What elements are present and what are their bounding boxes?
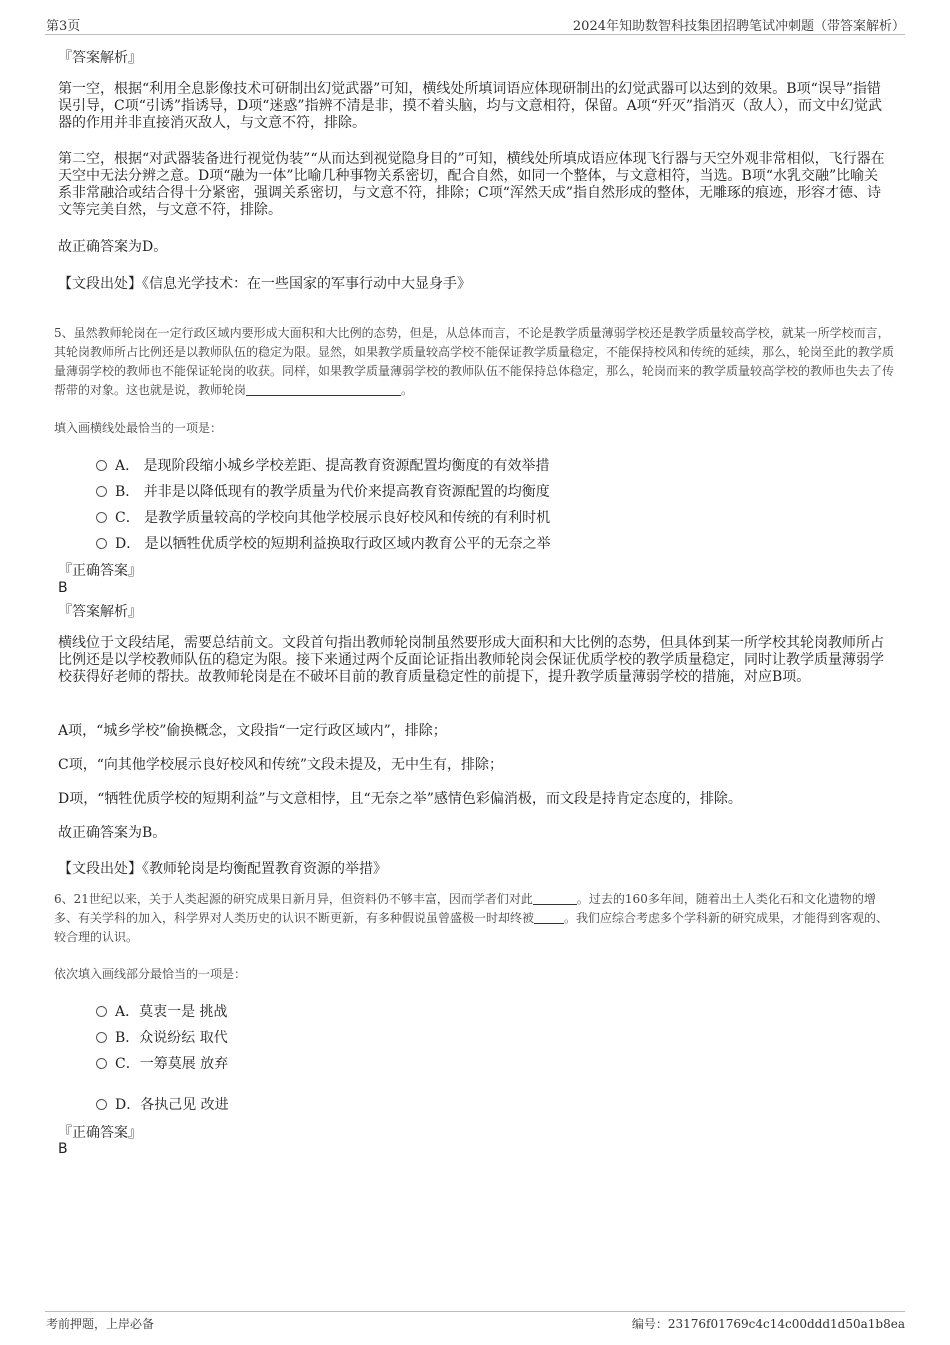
q6-blank-2	[534, 911, 564, 924]
q4-source: 【文段出处】《信息光学技术：在一些国家的军事行动中大显身手》	[58, 276, 471, 292]
footer-slogan: 考前押题，上岸必备	[46, 1317, 155, 1331]
q5-option-c[interactable]: C． 是教学质量较高的学校向其他学校展示良好校风和传统的有利时机	[96, 507, 550, 527]
radio-icon[interactable]	[96, 1032, 107, 1043]
q4-analysis-heading: 『答案解析』	[58, 50, 142, 66]
q6-option-a[interactable]: A．莫衷一是 挑战	[96, 1001, 228, 1021]
q6-answer: B	[58, 1141, 68, 1157]
q5-stem-text: 5、虽然教师轮岗在一定行政区域内要形成大面积和大比例的态势，但是，从总体而言，不论是教学质量薄弱学校还是教学质量较高学校，就某一所学校而言，其轮岗教师所占比例还是以教师队伍的稳定为限。显然，如果教学质量较高学校不能保证教学质量稳定，不能保持校风和传统的延续，那么，轮岗至此的教学质量薄弱学校的教师也不能保证轮岗的收获。同样，如果教学质量薄弱学校的教师队伍不能保持总体稳定，那么，轮岗而来的教学质量较高学校的教师也失去了传帮带的对象。这也就是说，教师轮岗	[54, 326, 895, 397]
q6-option-d[interactable]: D．各执己见 改进	[96, 1094, 229, 1114]
q5-analysis-c: C项，“向其他学校展示良好校风和传统”文段未提及，无中生有，排除；	[58, 757, 504, 773]
q5-option-b[interactable]: B． 并非是以降低现有的教学质量为代价来提高教育资源配置的均衡度	[96, 481, 550, 501]
page-number: 第3页	[46, 19, 81, 34]
q4-analysis-paragraph-2: 第二空，根据“对武器装备进行视觉伪装”“从而达到视觉隐身目的”可知，横线处所填成语应体现飞行器与天空外观非常相似，飞行器在天空中无法分辨之意。D项“融为一体”比喻几种事物关系密切，配合自然，如同一个整体，与文意相符，当选。B项“水乳交融”比喻关系非常融洽或结合得十分紧密，强调关系密切，与文意不符，排除；C项“浑然天成”指自然形成的整体，无雕琢的痕迹，形容才德、诗文等完美自然，与文意不符，排除。	[58, 151, 885, 218]
q5-prompt: 填入画横线处最恰当的一项是：	[54, 421, 223, 435]
radio-icon[interactable]	[96, 1006, 107, 1017]
q5-conclusion: 故正确答案为B。	[58, 825, 167, 841]
q5-analysis-d: D项，“牺牲优质学校的短期利益”与文意相悖，且“无奈之举”感情色彩偏消极，而文段是持肯定态度的，排除。	[58, 791, 742, 807]
q5-answer-heading: 『正确答案』	[58, 563, 142, 579]
radio-icon[interactable]	[96, 460, 107, 471]
q5-stem	[54, 324, 899, 400]
q6-prompt: 依次填入画线部分最恰当的一项是：	[54, 967, 247, 981]
q6-option-c[interactable]: C．一筹莫展 放弃	[96, 1053, 228, 1073]
q5-analysis-paragraph: 横线位于文段结尾，需要总结前文。文段首句指出教师轮岗制虽然要形成大面积和大比例的态势，但具体到某一所学校其轮岗教师所占比例还是以学校教师队伍的稳定为限。接下来通过两个反面论证指出教师轮岗会保证优质学校的教学质量稳定，同时让教学质量薄弱学校获得好老师的帮扶。故教师轮岗是在不破坏目前的教育质量稳定性的前提下，提升教学质量薄弱学校的措施，对应B项。	[58, 635, 884, 685]
radio-icon[interactable]	[96, 1099, 107, 1110]
q5-stem-end: 。	[401, 383, 414, 397]
radio-icon[interactable]	[96, 486, 107, 497]
q6-stem: 6、21世纪以来，关于人类起源的研究成果日新月异，但资料仍不够丰富，因而学者们对此 。过去的160多年间，随着出土人类化石和文化遗物的增多、有关学科的加入，科学界对人类历史的认识不断更新，有多种假说虽曾盛极一时却终被 。我们应综合考虑多个学科新的研究成果，才能得到客观的、较合理的认识。	[54, 892, 889, 944]
q5-option-d[interactable]: D． 是以牺牲优质学校的短期利益换取行政区域内教育公平的无奈之举	[96, 533, 551, 553]
q4-conclusion: 故正确答案为D。	[58, 239, 168, 255]
q6-option-b[interactable]: B．众说纷纭 取代	[96, 1027, 228, 1047]
radio-icon[interactable]	[96, 512, 107, 523]
footer-divider	[45, 1311, 905, 1312]
q5-blank	[246, 383, 401, 396]
q5-analysis-a: A项，“城乡学校”偷换概念，文段指“一定行政区域内”，排除；	[58, 723, 447, 739]
q6-blank-1	[533, 892, 577, 905]
q6-answer-heading: 『正确答案』	[58, 1125, 142, 1141]
q5-source: 【文段出处】《教师轮岗是均衡配置教育资源的举措》	[58, 861, 387, 877]
radio-icon[interactable]	[96, 538, 107, 549]
footer-document-id: 编号：23176f01769c4c14c00ddd1d50a1b8ea	[631, 1317, 905, 1331]
radio-icon[interactable]	[96, 1058, 107, 1069]
q4-analysis-paragraph-1: 第一空，根据“利用全息影像技术可研制出幻觉武器”可知，横线处所填词语应体现研制出的幻觉武器可以达到的效果。B项“误导”指错误引导，C项“引诱”指诱导，D项“迷惑”指辨不清是非，摸不着头脑，均与文意相符，保留。A项“歼灭”指消灭（敌人），而文中幻觉武器的作用并非直接消灭敌人，与文意不符，排除。	[58, 81, 882, 131]
q5-option-a[interactable]: A． 是现阶段缩小城乡学校差距、提高教育资源配置均衡度的有效举措	[96, 455, 550, 475]
q5-answer: B	[58, 580, 68, 596]
q5-analysis-heading: 『答案解析』	[58, 604, 142, 620]
header-divider	[45, 34, 905, 35]
document-title: 2024年知助数智科技集团招聘笔试冲刺题（带答案解析）	[572, 19, 905, 34]
